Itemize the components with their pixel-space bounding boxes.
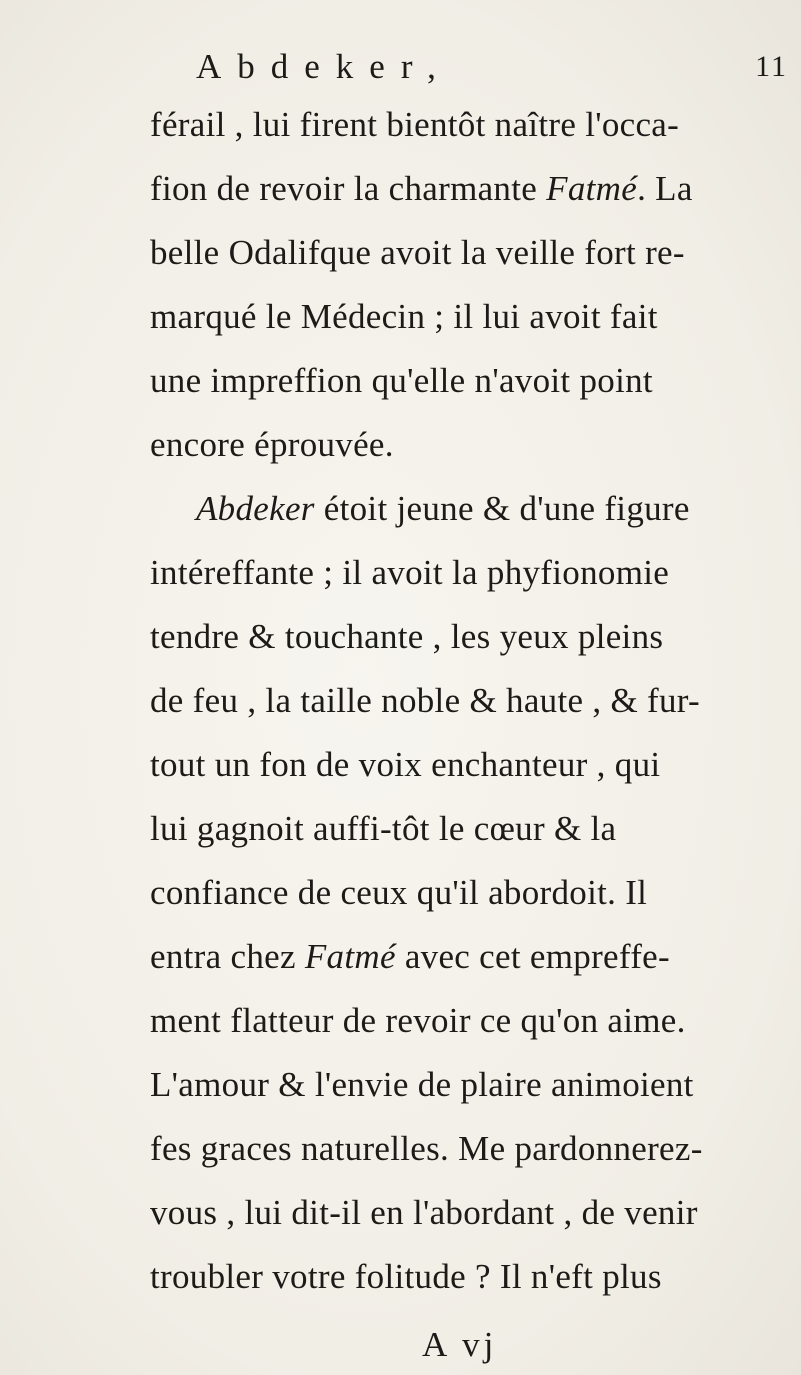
text-line: confiance de ceux qu'il abordoit. Il [150, 873, 648, 912]
text-line: entra chez Fatmé avec cet empreffe- [150, 937, 670, 976]
running-title: Abdeker, [196, 47, 452, 86]
text-line: fion de revoir la charmante Fatmé. La [150, 169, 693, 208]
page-number: 11 [755, 50, 788, 83]
text-line: Abdeker étoit jeune & d'une figure [196, 489, 690, 528]
text-line: ment flatteur de revoir ce qu'on aime. [150, 1001, 686, 1040]
text-line: lui gagnoit auffi-tôt le cœur & la [150, 809, 617, 848]
text-line: tout un fon de voix enchanteur , qui [150, 745, 661, 784]
text-line: de feu , la taille noble & haute , & fur- [150, 681, 701, 720]
running-head [196, 44, 788, 90]
text-line: marqué le Médecin ; il lui avoit fait [150, 297, 658, 336]
text-line: férail , lui firent bientôt naître l'occa- [150, 105, 680, 144]
text-line: fes graces naturelles. Me pardonnerez- [150, 1129, 703, 1168]
text-line: encore éprouvée. [150, 425, 394, 464]
text-line: tendre & touchante , les yeux pleins [150, 617, 664, 656]
text-line: L'amour & l'envie de plaire animoient [150, 1065, 694, 1104]
text-line: une impreffion qu'elle n'avoit point [150, 361, 653, 400]
signature-mark: A vj [422, 1325, 498, 1364]
text-line: belle Odalifque avoit la veille fort re- [150, 233, 685, 272]
text-line: troubler votre folitude ? Il n'eft plus [150, 1257, 662, 1296]
text-line: vous , lui dit-il en l'abordant , de venir [150, 1193, 698, 1232]
text-line: intéreffante ; il avoit la phyfionomie [150, 553, 670, 592]
